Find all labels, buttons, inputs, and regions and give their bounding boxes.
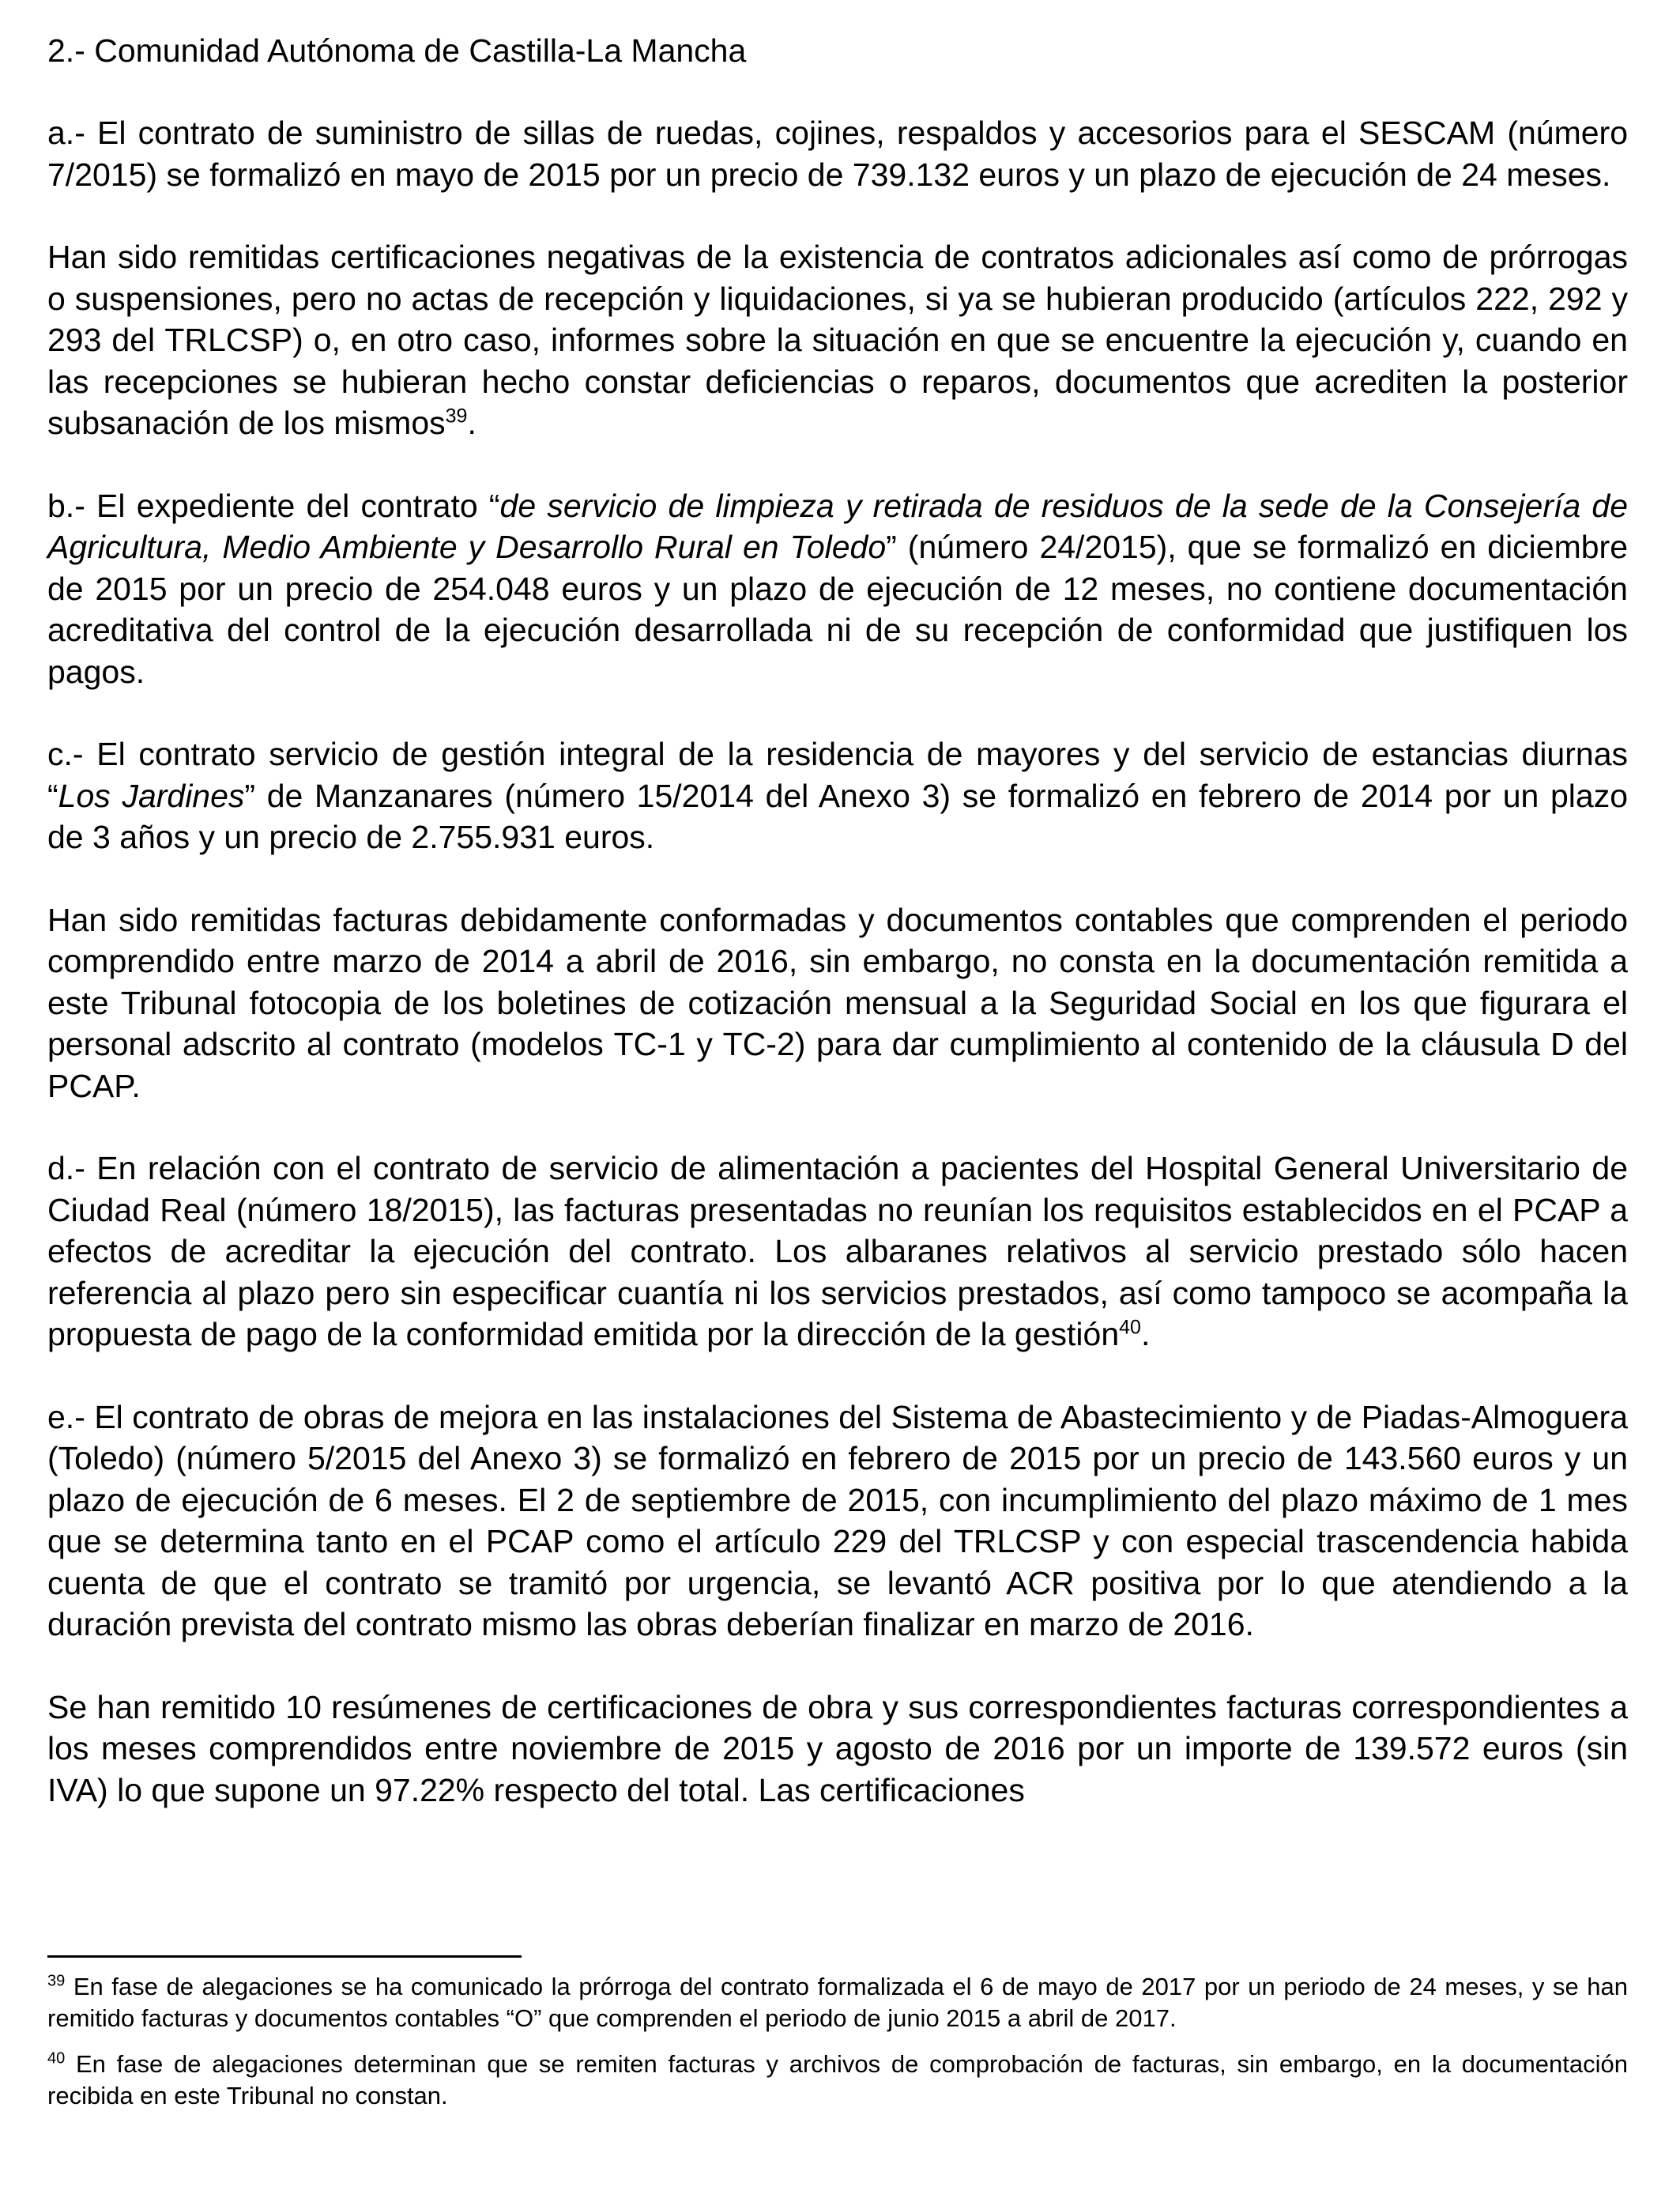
paragraph-c-pre: c.- El contrato servicio de gestión integral de la residencia de mayores y del servicio de estancias diurnas “ — [47, 736, 1628, 814]
footnote-number: 40 — [47, 2049, 66, 2068]
paragraph-b — [47, 485, 1628, 693]
footnote-40 — [47, 2049, 1628, 2112]
paragraph-d — [47, 1148, 1628, 1355]
paragraph-d-end: . — [1140, 1316, 1151, 1352]
paragraph-c-followup: Han sido remitidas facturas debidamente conformadas y documentos contables que comprenden el periodo comprendido entre marzo de 2014 a abril de 2016, sin embargo, no consta en la documentación remitida a este Tribunal fotocopia de los boletines de cotización mensual a la Seguridad Social en los que figurara el personal adscrito al contrato (modelos TC-1 y TC-2) para dar cumplimiento al contenido de la cláusula D del PCAP. — [47, 901, 1628, 1104]
footnotes — [47, 1971, 1628, 2126]
footnote-text: En fase de alegaciones determinan que se remiten facturas y archivos de comprobación de facturas, sin embargo, en la documentación recibida en este Tribunal no constan. — [47, 2050, 1628, 2109]
footnote-ref-39[interactable]: 39 — [445, 405, 468, 428]
paragraph-c — [47, 733, 1628, 858]
paragraph-b-post: ” (número 24/2015), que se formalizó en diciembre de 2015 por un precio de 254.048 euros y un plazo de ejecución de 12 meses, no contiene documentación acreditativa del control de la ejecución desarrollada ni de su recepción de conformidad que justifiquen los pagos. — [47, 529, 1628, 690]
paragraph-b-pre: b.- El expediente del contrato “ — [47, 487, 500, 524]
paragraph-e-followup: Se han remitido 10 resúmenes de certificaciones de obra y sus correspondientes facturas correspondientes a los meses comprendidos entre noviembre de 2015 y agosto de 2016 por un importe de 139.572 euros (sin IVA) lo que supone un 97.22% respecto del total. Las certificaciones — [47, 1688, 1628, 1808]
section-heading: 2.- Comunidad Autónoma de Castilla-La Mancha — [47, 32, 747, 69]
paragraph-b-contract-title: de servicio de limpieza y retirada de residuos de la sede de la Consejería de Agricultura, Medio Ambiente y Desarrollo Rural en Toledo — [47, 487, 1628, 565]
paragraph-d-text: d.- En relación con el contrato de servicio de alimentación a pacientes del Hospital General Universitario de Ciudad Real (número 18/2015), las facturas presentadas no reunían los requisitos establecidos en el PCAP a efectos de acreditar la ejecución del contrato. Los albaranes relativos al servicio prestado sólo hacen referencia al plazo pero sin especificar cuantía ni los servicios prestados, así como tampoco se acompaña la propuesta de pago de la conformidad emitida por la dirección de la gestión — [47, 1150, 1628, 1352]
paragraph-c-post: ” de Manzanares (número 15/2014 del Anexo 3) se formalizó en febrero de 2014 por un plazo de 3 años y un precio de 2.755.931 euros. — [47, 777, 1629, 855]
footnote-separator — [47, 1955, 522, 1958]
paragraph-a: a.- El contrato de suministro de sillas de ruedas, cojines, respaldos y accesorios para el SESCAM (número 7/2015) se formalizó en mayo de 2015 por un precio de 739.132 euros y un plazo de ejecución de 24 meses. — [47, 115, 1628, 193]
footnote-text: En fase de alegaciones se ha comunicado la prórroga del contrato formalizada el 6 de mayo de 2017 por un periodo de 24 meses, y se han remitido facturas y documentos contables “O” que comprenden el periodo de junio 2015 a abril de 2017. — [47, 1973, 1628, 2032]
footnote-39 — [47, 1971, 1628, 2034]
footnote-ref-40[interactable]: 40 — [1119, 1316, 1141, 1339]
paragraph-a-followup — [47, 236, 1628, 444]
paragraph-a-followup-end: . — [467, 405, 477, 441]
footnote-number: 39 — [47, 1972, 66, 1990]
document-body — [47, 30, 1628, 1811]
paragraph-e: e.- El contrato de obras de mejora en las instalaciones del Sistema de Abastecimiento y de Piadas-Almoguera (Toledo) (número 5/2015 del Anexo 3) se formalizó en febrero de 2015 por un precio de 143.560 euros y un plazo de ejecución de 6 meses. El 2 de septiembre de 2015, con incumplimiento del plazo máximo de 1 mes que se determina tanto en el PCAP como el artículo 229 del TRLCSP y con especial trascendencia habida cuenta de que el contrato se tramitó por urgencia, se levantó ACR positiva por lo que atendiendo a la duración prevista del contrato mismo las obras deberían finalizar en marzo de 2016. — [47, 1398, 1628, 1642]
paragraph-c-residence-name: Los Jardines — [58, 777, 245, 814]
paragraph-a-followup-text: Han sido remitidas certificaciones negativas de la existencia de contratos adicionales así como de prórrogas o suspensiones, pero no actas de recepción y liquidaciones, si ya se hubieran producido (artículos 222, 292 y 293 del TRLCSP) o, en otro caso, informes sobre la situación en que se encuentre la ejecución y, cuando en las recepciones se hubieran hecho constar deficiencias o reparos, documentos que acrediten la posterior subsanación de los mismos — [47, 239, 1628, 441]
